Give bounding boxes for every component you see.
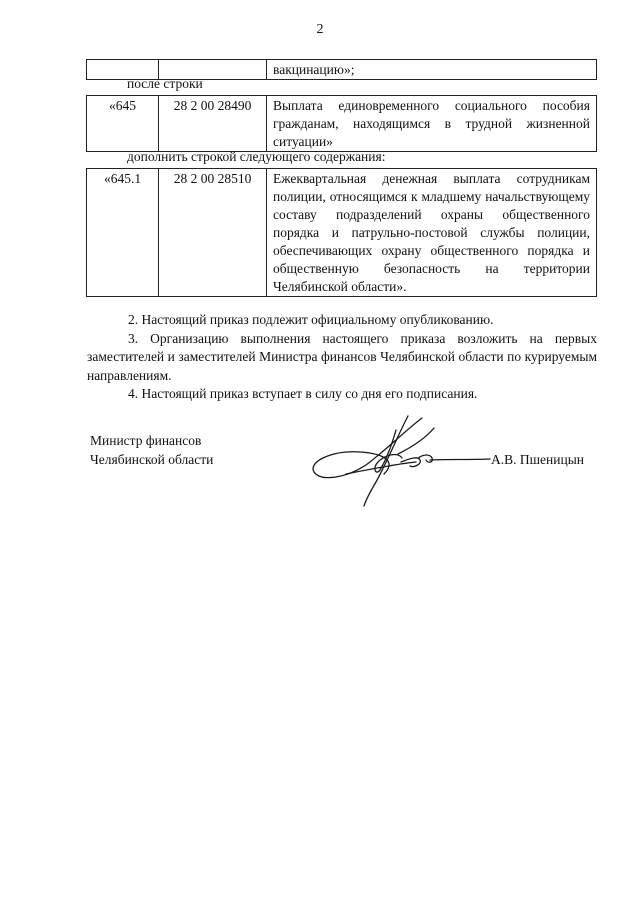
paragraph-execution: 3. Организацию выполнения настоящего приказа возложить на первых заместителей и заместителей Министра финансов Челябинской области по курируемым направлениям. <box>87 330 597 383</box>
order-paragraphs <box>87 311 597 404</box>
table-row <box>87 96 597 152</box>
table-cell-text: Выплата единовременного социального пособия гражданам, находящимся в трудной жизненной ситуации» <box>267 96 597 152</box>
paragraph-effect: 4. Настоящий приказ вступает в силу со дня его подписания. <box>128 386 478 401</box>
signatory-title-line2: Челябинской области <box>90 451 214 467</box>
table-cell-code: 28 2 00 28510 <box>159 169 267 297</box>
signatory-title-line1: Министр финансов <box>90 433 202 448</box>
table-cell-text: вакцинацию»; <box>267 60 597 80</box>
handwritten-signature <box>306 410 496 510</box>
table-new-row <box>86 168 597 297</box>
after-row-label: после строки <box>127 76 203 91</box>
page-number: 2 <box>316 22 324 37</box>
signatory-name: А.В. Пшеницын <box>491 452 584 467</box>
table-row <box>87 169 597 297</box>
supplement-label: дополнить строкой следующего содержания: <box>127 149 386 164</box>
table-reference-row <box>86 95 597 152</box>
paragraph-publication: 2. Настоящий приказ подлежит официальному опубликованию. <box>128 312 494 327</box>
table-cell-text: Ежеквартальная денежная выплата сотрудникам полиции, относящимся к младшему начальствующему составу подразделений охраны общественного порядка и патрульно-постовой службы полиции, обеспечивающих охрану общественного порядка и общественную безопасность на территории Челябинской области». <box>267 169 597 297</box>
table-cell-code: 28 2 00 28490 <box>159 96 267 152</box>
signatory-title <box>90 432 213 469</box>
table-cell-number: «645.1 <box>87 169 159 297</box>
table-cell-number: «645 <box>87 96 159 152</box>
